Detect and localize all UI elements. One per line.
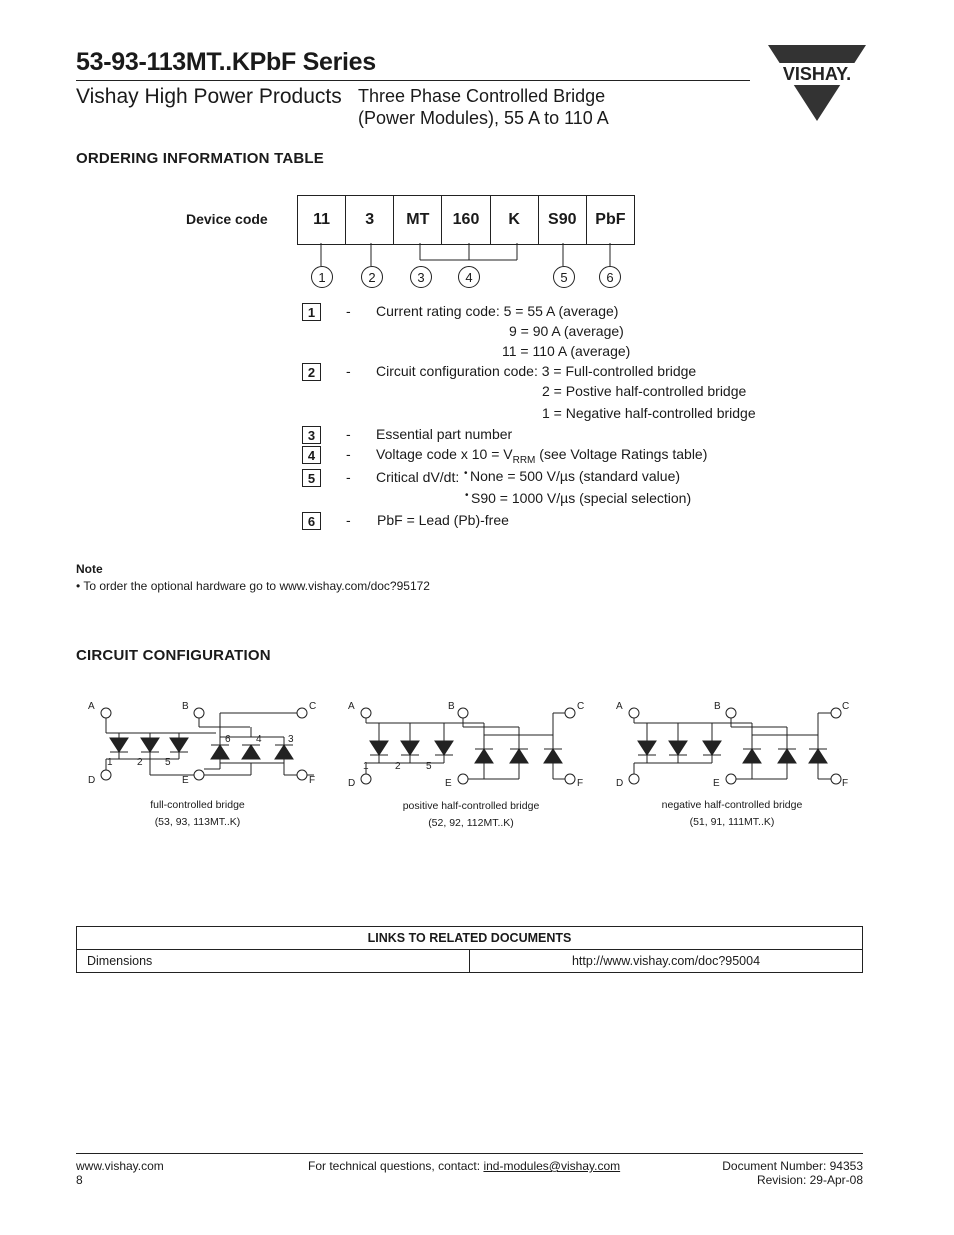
terminal-label-d: D	[348, 778, 356, 789]
link-name: Dimensions	[77, 950, 470, 973]
code-cell-pbf: PbF	[595, 211, 626, 228]
circle-number-1: 1	[311, 266, 333, 288]
terminal-label-c: C	[309, 701, 317, 712]
subtitle-line-2: (Power Modules), 55 A to 110 A	[358, 108, 609, 128]
terminal-label-b: B	[182, 701, 189, 712]
key-5-line-1: Critical dV/dt:	[376, 469, 460, 485]
terminal-label-f: F	[842, 778, 849, 789]
thyristor-label: 1	[107, 757, 113, 768]
terminal-label-d: D	[616, 778, 624, 789]
code-cell-k: K	[491, 196, 539, 244]
document-number: Document Number: 94353	[722, 1159, 863, 1173]
revision-date: Revision: 29-Apr-08	[756, 1173, 863, 1187]
terminal-label-f: F	[309, 775, 316, 786]
terminal-label-a: A	[88, 701, 95, 712]
circle-number-5: 5	[553, 266, 575, 288]
key-1-line-3: 11 = 110 A (average)	[502, 343, 631, 359]
terminal-label-c: C	[842, 701, 850, 712]
key-4-line	[376, 446, 707, 466]
key-dash: -	[346, 512, 351, 528]
circle-number-4: 4	[458, 266, 480, 288]
header-rule	[76, 80, 750, 81]
full-controlled-bridge-diagram	[84, 697, 324, 789]
related-documents-table	[76, 926, 863, 973]
footer-rule	[76, 1153, 863, 1154]
bullet: •	[464, 468, 468, 479]
vrrm-subscript: RRM	[512, 454, 536, 466]
caption-full-controlled	[120, 799, 275, 828]
key-box-6: 6	[302, 512, 321, 530]
footer-contact	[308, 1159, 620, 1173]
circle-number-6: 6	[599, 266, 621, 288]
terminal-label-b: B	[448, 701, 455, 712]
key-5-option-none: None = 500 V/µs (standard value)	[470, 468, 681, 484]
footer-left	[76, 1159, 164, 1187]
thyristor-label: 5	[165, 757, 171, 768]
key-box-2: 2	[302, 363, 321, 381]
thyristor-label: 3	[288, 734, 294, 745]
key-dash: -	[346, 469, 351, 485]
key-6-line: PbF = Lead (Pb)-free	[377, 512, 509, 528]
key-1-line-2: 9 = 90 A (average)	[509, 323, 624, 339]
circuit-heading: CIRCUIT CONFIGURATION	[76, 647, 271, 664]
terminal-label-d: D	[88, 775, 96, 786]
key-dash: -	[346, 446, 351, 462]
vishay-logo	[768, 43, 866, 123]
footer-right	[722, 1159, 863, 1187]
caption-positive-half	[386, 800, 556, 829]
logo-text: VISHAY.	[782, 64, 852, 84]
key-2-line-1: Circuit configuration code: 3 = Full-controlled bridge	[376, 363, 697, 379]
voltage-code-text: Voltage code x 10 = V	[376, 446, 513, 462]
terminal-label-c: C	[577, 701, 585, 712]
caption-negative-half	[652, 799, 812, 828]
thyristor-label: 5	[426, 761, 432, 772]
table-row	[77, 950, 863, 973]
caption-line-2: (53, 93, 113MT..K)	[154, 816, 241, 828]
caption-line-1: negative half-controlled bridge	[661, 799, 803, 811]
note-heading: Note	[76, 562, 103, 576]
thyristor-label: 1	[363, 761, 369, 772]
terminal-label-e: E	[445, 778, 452, 789]
note-text: • To order the optional hardware go to www.vishay.com/doc?95172	[76, 579, 430, 593]
key-dash: -	[346, 363, 351, 379]
negative-half-controlled-diagram	[612, 697, 862, 789]
circle-number-2: 2	[361, 266, 383, 288]
circle-number-3: 3	[410, 266, 432, 288]
terminal-label-f: F	[577, 778, 584, 789]
terminal-label-e: E	[182, 775, 189, 786]
contact-email-link[interactable]: ind-modules@vishay.com	[483, 1159, 621, 1173]
device-code-label: Device code	[186, 211, 268, 227]
positive-half-controlled-diagram	[344, 697, 594, 789]
brand-name: Vishay High Power Products	[76, 85, 342, 108]
code-cell-dvdt: S90	[539, 196, 587, 244]
device-code-box	[297, 195, 635, 245]
caption-line-1: full-controlled bridge	[150, 799, 245, 811]
subtitle-line-1: Three Phase Controlled Bridge	[358, 86, 606, 106]
thyristor-label: 6	[225, 734, 231, 745]
code-cell-voltage: 160	[442, 196, 490, 244]
document-title: 53-93-113MT..KPbF Series	[76, 48, 376, 76]
key-dash: -	[346, 426, 351, 442]
thyristor-label: 2	[137, 757, 143, 768]
key-dash: -	[346, 303, 351, 319]
code-cell-part: MT	[394, 196, 442, 244]
key-5-option-s90: S90 = 1000 V/µs (special selection)	[471, 490, 692, 506]
key-2-line-3: 1 = Negative half-controlled bridge	[542, 405, 756, 421]
voltage-code-note: (see Voltage Ratings table)	[535, 446, 708, 462]
caption-line-2: (52, 92, 112MT..K)	[428, 817, 514, 829]
code-cell-config: 3	[346, 196, 394, 244]
terminal-label-a: A	[348, 701, 355, 712]
key-box-3: 3	[302, 426, 321, 444]
caption-line-2: (51, 91, 111MT..K)	[689, 816, 775, 828]
bullet: •	[465, 490, 469, 501]
link-url[interactable]: http://www.vishay.com/doc?95004	[470, 950, 863, 973]
footer-website[interactable]: www.vishay.com	[76, 1159, 164, 1173]
key-box-4: 4	[302, 446, 321, 464]
document-subtitle	[358, 85, 609, 129]
key-box-5: 5	[302, 469, 321, 487]
terminal-label-a: A	[616, 701, 623, 712]
page-number: 8	[76, 1173, 83, 1187]
code-connector-lines	[297, 243, 637, 268]
key-box-1: 1	[302, 303, 321, 321]
contact-prefix: For technical questions, contact:	[308, 1159, 484, 1173]
ordering-heading: ORDERING INFORMATION TABLE	[76, 150, 324, 167]
links-table-heading: LINKS TO RELATED DOCUMENTS	[77, 927, 863, 950]
key-3-line: Essential part number	[376, 426, 513, 442]
key-1-line-1: Current rating code: 5 = 55 A (average)	[376, 303, 619, 319]
thyristor-label: 4	[256, 734, 262, 745]
thyristor-label: 2	[395, 761, 401, 772]
terminal-label-b: B	[714, 701, 721, 712]
code-cell-current: 11	[298, 196, 346, 244]
key-2-line-2: 2 = Postive half-controlled bridge	[542, 383, 747, 399]
caption-line-1: positive half-controlled bridge	[402, 800, 540, 812]
terminal-label-e: E	[713, 778, 720, 789]
